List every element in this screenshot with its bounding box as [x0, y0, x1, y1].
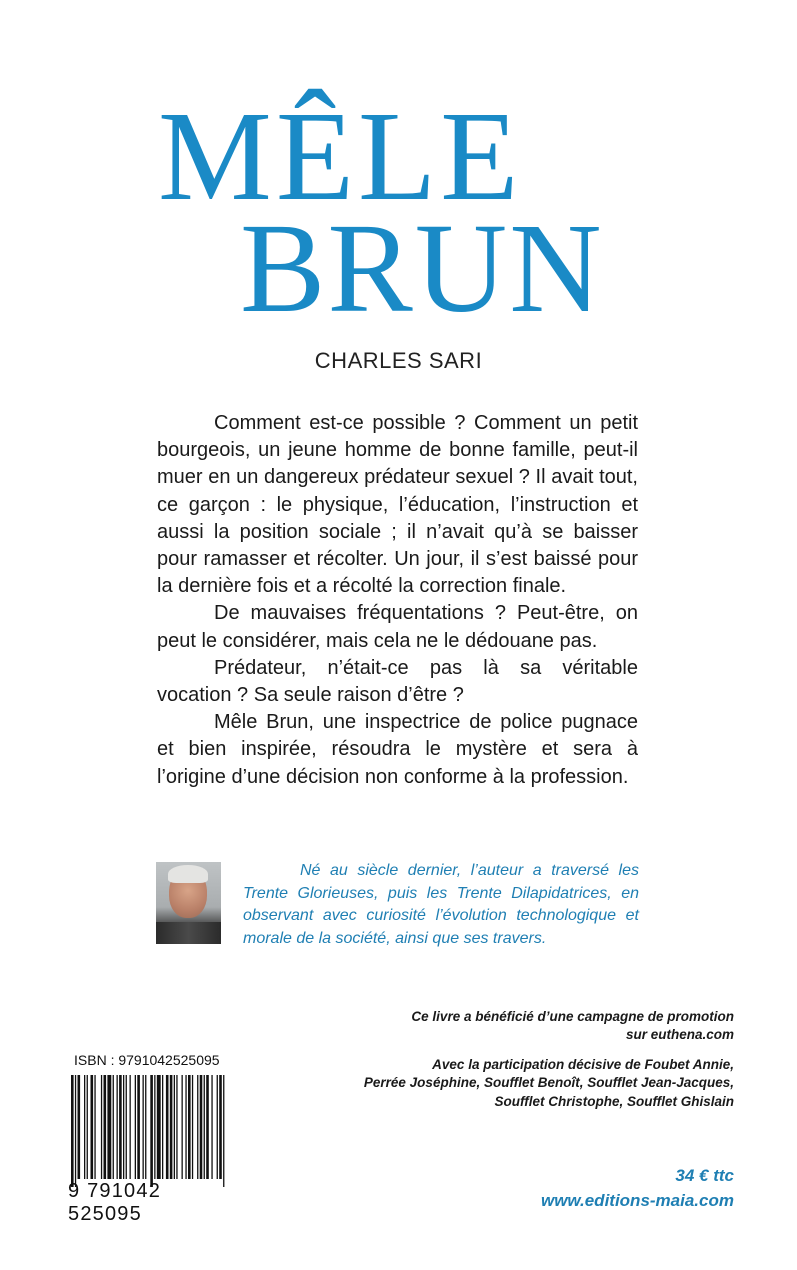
- barcode-bar: [176, 1075, 177, 1179]
- barcode-bar: [101, 1075, 102, 1179]
- barcode-bar: [182, 1075, 183, 1179]
- barcode-bar: [126, 1075, 127, 1179]
- barcode-bar: [119, 1075, 122, 1179]
- barcode-bar: [130, 1075, 131, 1179]
- barcode-bar: [206, 1075, 209, 1179]
- barcode-bar: [219, 1075, 222, 1179]
- barcode-bar: [137, 1075, 140, 1179]
- author-bio: Né au siècle dernier, l’auteur a traversé les Trente Glorieuses, puis les Trente Dilapidatrices, en observant avec curiosité l’évolution technologique et morale de la société, ainsi que ses travers.: [243, 862, 639, 947]
- blurb-paragraph: Prédateur, n’était-ce pas là sa véritable vocation ? Sa seule raison d’être ?: [157, 656, 638, 707]
- price: 34 € ttc: [675, 1166, 734, 1185]
- promotion-note: [374, 1008, 734, 1044]
- barcode-bar: [117, 1075, 118, 1179]
- barcode-bar: [154, 1075, 155, 1179]
- acknowledgement-line: Avec la participation décisive de Foubet Annie,: [432, 1057, 734, 1072]
- barcode-bar: [123, 1075, 124, 1179]
- author-photo-hair: [168, 865, 208, 883]
- blurb-paragraph: Mêle Brun, une inspectrice de police pugnace et bien inspirée, résoudra le mystère et sera à l’origine d’une décision non conforme à la profession.: [157, 711, 638, 788]
- barcode-bar: [166, 1075, 169, 1179]
- author-photo: [156, 862, 221, 944]
- barcode-bar: [174, 1075, 175, 1179]
- author-photo-body: [156, 922, 221, 944]
- book-title-line-2: BRUN: [240, 197, 604, 339]
- promotion-line: sur euthena.com: [625, 1027, 734, 1042]
- barcode-bar: [197, 1075, 198, 1179]
- barcode-bar: [200, 1075, 203, 1179]
- barcode-bar: [188, 1075, 191, 1179]
- barcode-bar: [113, 1075, 114, 1179]
- barcode-digits: 9 791042 525095: [68, 1180, 162, 1225]
- barcode-bar: [94, 1075, 95, 1179]
- barcode: [70, 1075, 228, 1187]
- blurb-paragraph: Comment est-ce possible ? Comment un petit bourgeois, un jeune homme de bonne famille, peut-il muer en un dangereux prédateur sexuel ? Il avait tout, ce garçon : le physique, l’éducation, l’instruction et aussi la position sociale ; il n’avait qu’à se baisser pour ramasser et récolter. Un jour, il s’est baissé pour la dernière fois et a récolté la correction finale.: [157, 412, 638, 598]
- back-cover-blurb: [157, 410, 638, 791]
- isbn-label: ISBN : 9791042525095: [74, 1052, 220, 1068]
- author-name: CHARLES SARI: [314, 348, 483, 373]
- blurb-paragraph: De mauvaises fréquentations ? Peut-être, on peut le considérer, mais cela ne le dédouane pas.: [157, 602, 638, 652]
- barcode-bar: [157, 1075, 161, 1179]
- publisher-website: www.editions-maia.com: [540, 1191, 734, 1210]
- barcode-bar: [84, 1075, 85, 1179]
- book-title-line-1: MÊLE: [158, 85, 523, 227]
- barcode-bar: [211, 1075, 212, 1179]
- barcode-bar: [150, 1075, 153, 1187]
- barcode-bar: [185, 1075, 186, 1179]
- barcode-bar: [107, 1075, 111, 1179]
- barcode-bar: [104, 1075, 107, 1179]
- barcode-bar: [71, 1075, 74, 1187]
- barcode-bar: [75, 1075, 76, 1187]
- barcode-bar: [143, 1075, 144, 1179]
- barcode-bar: [223, 1075, 224, 1187]
- acknowledgements: [354, 1056, 734, 1111]
- acknowledgement-line: Perrée Joséphine, Soufflet Benoît, Soufflet Jean-Jacques,: [363, 1075, 734, 1091]
- barcode-bar: [87, 1075, 88, 1179]
- barcode-bar: [145, 1075, 146, 1179]
- barcode-bar: [192, 1075, 193, 1179]
- promotion-line: Ce livre a bénéficié d’une campagne de promotion: [411, 1009, 734, 1024]
- acknowledgement-line: Soufflet Christophe, Soufflet Ghislain: [494, 1093, 734, 1109]
- barcode-bar: [91, 1075, 94, 1179]
- barcode-bar: [170, 1075, 173, 1179]
- barcode-bar: [78, 1075, 81, 1179]
- barcode-bar: [162, 1075, 163, 1179]
- barcode-bar: [135, 1075, 136, 1179]
- barcode-bar: [217, 1075, 218, 1179]
- barcode-bar: [204, 1075, 205, 1179]
